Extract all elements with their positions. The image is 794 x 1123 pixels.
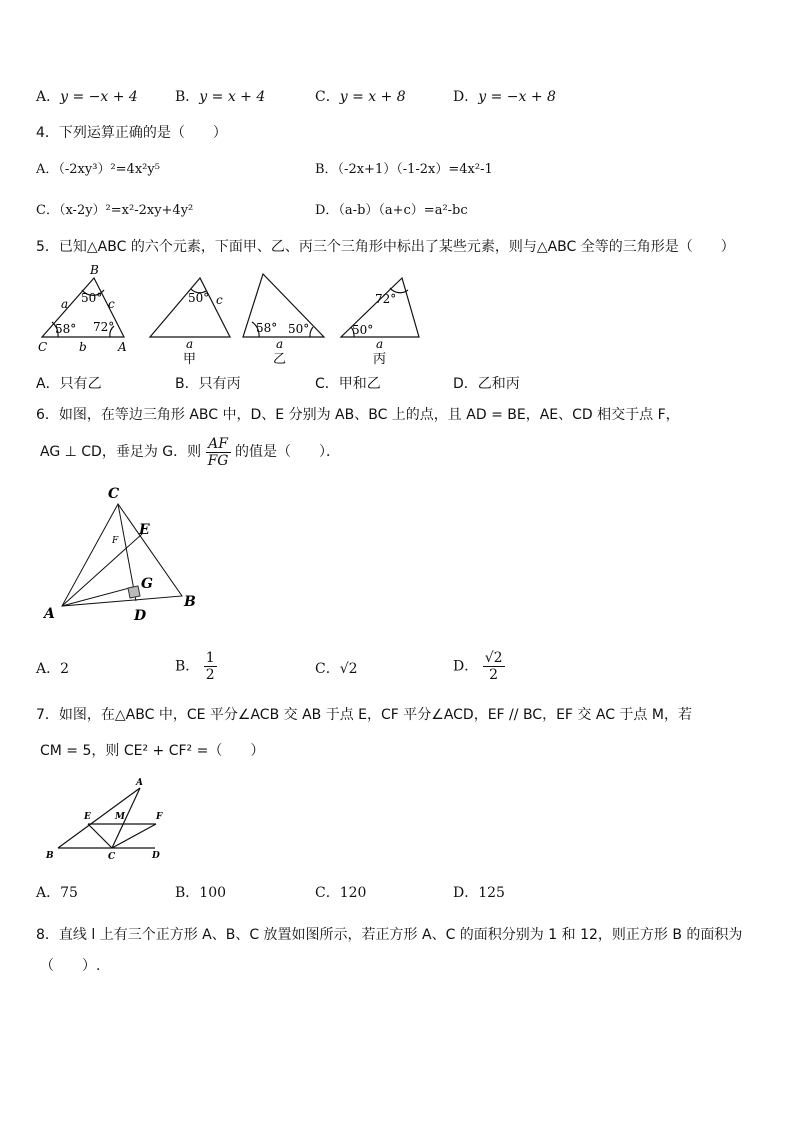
yi-angle-2: 50° — [288, 322, 310, 336]
jia-angle: 50° — [188, 291, 210, 305]
q7-label-a: A — [136, 778, 143, 788]
q8-stem-line2: （ ）. — [40, 958, 101, 974]
abc-vertex-a: A — [118, 340, 127, 354]
q5-option-c: C．甲和乙 — [315, 376, 381, 392]
q6-label-b: B — [184, 594, 196, 610]
bing-side-a: a — [376, 337, 384, 351]
q4-option-a: A．（-2xy³）²=4x²y⁵ — [36, 162, 160, 177]
q4-option-d: D．（a-b）（a+c）=a²-bc — [315, 203, 468, 218]
q6-label-e: E — [139, 522, 150, 538]
q7-label-e: E — [84, 812, 91, 822]
abc-vertex-b: B — [90, 263, 99, 277]
q6-label-c: C — [108, 486, 120, 502]
bing-angle-2: 50° — [352, 323, 374, 337]
q6-figure — [40, 482, 210, 627]
q6-fraction: $\frac{AF}{FG}$ — [207, 435, 229, 469]
jia-side-a: a — [186, 337, 194, 351]
q5-option-d: D．乙和丙 — [453, 376, 520, 392]
abc-side-c: c — [108, 297, 115, 311]
abc-angle-a: 72° — [93, 320, 115, 334]
jia-side-c: c — [216, 293, 223, 307]
q7-option-d: D．125 — [453, 885, 505, 901]
q4-option-b: B．（-2x+1）（-1-2x）=4x²-1 — [315, 162, 493, 177]
q7-option-a: A．75 — [36, 885, 78, 901]
abc-angle-b: 50° — [81, 291, 103, 305]
q7-figure — [40, 772, 175, 864]
q7-label-c: C — [108, 852, 116, 862]
bing-angle-1: 72° — [375, 292, 397, 306]
q7-option-b: B．100 — [175, 885, 227, 901]
q5-figure — [30, 260, 430, 370]
q7-label-f: F — [156, 812, 163, 822]
q7-stem-line1: 7．如图，在△ABC 中，CE 平分∠ACB 交 AB 于点 E，CF 平分∠ACD，EF // BC，EF 交 AC 于点 M，若 — [36, 707, 692, 723]
q6-option-c: C．√2 — [315, 661, 358, 677]
q6-stem-line2: AG ⊥ CD，垂足为 G．则 $\frac{AF}{FG}$ 的值是（ ）． — [40, 435, 340, 469]
q7-option-c: C．120 — [315, 885, 367, 901]
q3-option-b: B．y = x + 4 — [175, 89, 266, 105]
yi-side-a: a — [276, 337, 284, 351]
q5-option-b: B．只有丙 — [175, 376, 241, 392]
q3-option-d: D．y = −x + 8 — [453, 89, 556, 105]
q8-stem-line1: 8．直线 l 上有三个正方形 A、B、C 放置如图所示，若正方形 A、C 的面积分别为 1 和 12，则正方形 B 的面积为 — [36, 927, 743, 943]
q7-label-d: D — [152, 851, 160, 861]
q6-label-d: D — [134, 608, 147, 624]
q5-option-a: A．只有乙 — [36, 376, 102, 392]
q7-label-m: M — [115, 812, 125, 822]
q6-label-g: G — [141, 576, 153, 592]
jia-name: 甲 — [183, 352, 197, 367]
abc-side-b: b — [79, 340, 87, 354]
q3-option-c: C．y = x + 8 — [315, 89, 406, 105]
q4-option-c: C．（x-2y）²=x²-2xy+4y² — [36, 203, 194, 218]
q6-option-a: A．2 — [36, 661, 70, 677]
q7-label-b: B — [46, 851, 54, 861]
q6-option-b: B． $\frac{1}{2}$ — [175, 650, 215, 683]
triangle-jia — [150, 278, 230, 337]
q7-stem-line2: CM = 5，则 CE² + CF² =（ ） — [40, 743, 265, 759]
q6-label-f: F — [112, 536, 119, 546]
q3-option-a: A．y = −x + 4 — [36, 89, 138, 105]
yi-name: 乙 — [273, 352, 287, 367]
q5-stem: 5．已知△ABC 的六个元素，下面甲、乙、丙三个三角形中标出了某些元素，则与△ABC 全等的三角形是（ ） — [36, 239, 735, 255]
q6-stem-line1: 6．如图，在等边三角形 ABC 中，D、E 分别为 AB、BC 上的点，且 AD = BE，AE、CD 相交于点 F， — [36, 407, 680, 423]
q6-option-d: D． $\frac{√2}{2}$ — [453, 650, 503, 683]
abc-vertex-c: C — [38, 340, 48, 354]
q6-label-a: A — [44, 606, 55, 622]
bing-name: 丙 — [373, 352, 387, 367]
abc-angle-c: 58° — [55, 322, 77, 336]
yi-angle-1: 58° — [256, 321, 278, 335]
q4-stem: 4．下列运算正确的是（ ） — [36, 125, 227, 141]
abc-side-a: a — [61, 297, 69, 311]
